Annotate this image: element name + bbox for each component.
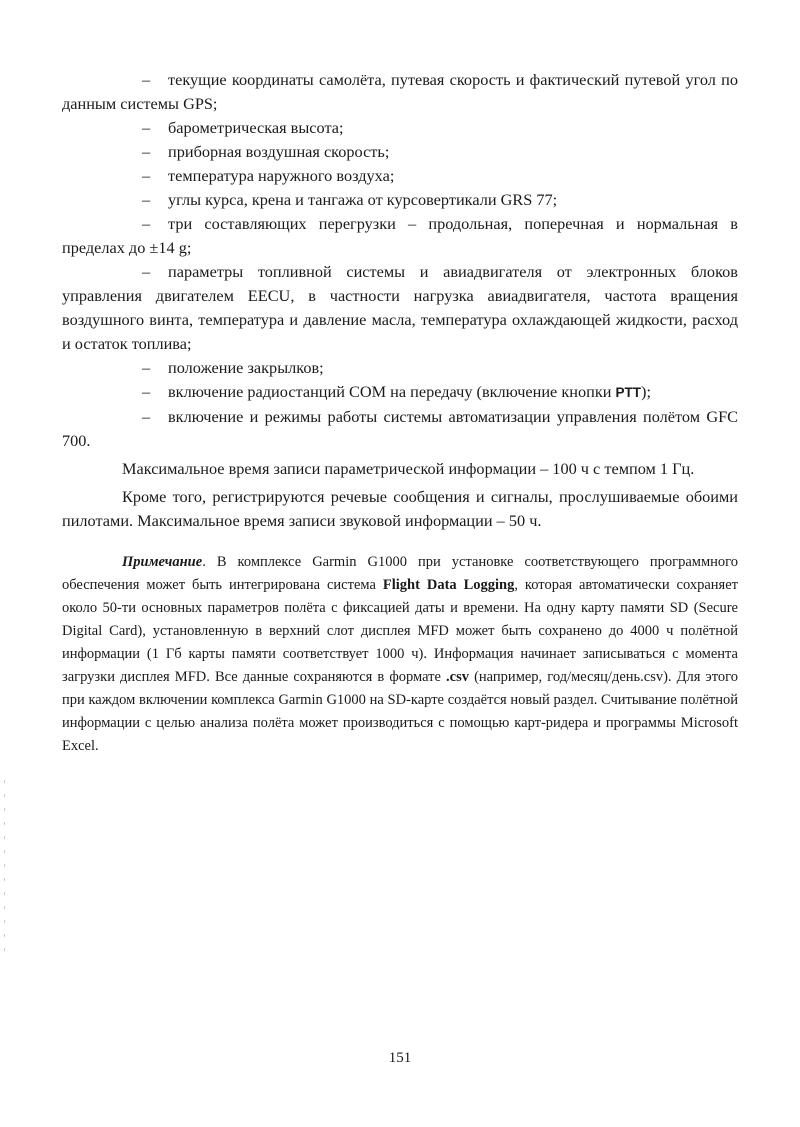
list-item-text: приборная воздушная скорость; — [168, 142, 390, 161]
note-block — [62, 551, 738, 758]
list-dash: – — [142, 262, 151, 281]
list-item-text: положение закрылков; — [168, 358, 324, 377]
page-number: 151 — [388, 1050, 412, 1066]
list-dash: – — [142, 382, 151, 401]
list-item-text: температура наружного воздуха; — [168, 166, 395, 185]
list-dash: – — [142, 358, 151, 377]
note-label: Примечание — [122, 554, 203, 570]
list-item-text: три составляющих перегрузки – продольная, поперечная и нормальная в пределах до ±14 g; — [62, 214, 738, 257]
list-item — [62, 140, 738, 164]
list-dash: – — [142, 118, 151, 137]
csv-format-label: .csv — [446, 669, 469, 685]
list-dash: – — [142, 70, 151, 89]
scan-edge-marks — [4, 780, 6, 980]
list-item-ptt — [62, 380, 738, 405]
note-text-2: , которая автоматически сохраняет около 50-ти основных параметров полёта с фиксацией даты и времени. На одну карту памяти SD (Secure Digital Card), установленную в верхний слот дисплея MFD может быть сохранено до 4000 ч полётной информации (1 Гб карты памяти соответствует 1000 ч). Информация начинает записываться с момента загрузки дисплея MFD. Все данные сохраняются в формате — [62, 577, 739, 685]
list-item-text: включение и режимы работы системы автоматизации управления полётом GFC 700. — [62, 407, 738, 450]
ptt-button-label: PTT — [615, 385, 642, 400]
list-item-text: углы курса, крена и тангажа от курсовертикали GRS 77; — [168, 190, 558, 209]
note-label-suffix: . — [202, 554, 206, 570]
list-item — [62, 356, 738, 380]
note-text-3: (например, год/месяц/день.csv). Для этого при каждом включении комплекса Garmin G1000 на SD-карте создаётся новый раздел. Считывание полётной информации с целью анализа полёта может производиться с помощью карт-ридера и программы Microsoft Excel. — [62, 669, 738, 754]
list-item-text: включение радиостанций COM на передачу (включение кнопки — [168, 382, 616, 401]
list-item — [62, 260, 738, 356]
list-item-text: барометрическая высота; — [168, 118, 344, 137]
paragraph-voice-recording: Кроме того, регистрируются речевые сообщения и сигналы, прослушиваемые обоими пилотами. Максимальное время записи звуковой информации – 50 ч. — [62, 487, 738, 530]
page-content — [62, 68, 738, 758]
parameter-list — [62, 68, 738, 533]
list-item — [62, 116, 738, 140]
flight-data-logging-name: Flight Data Logging — [382, 577, 515, 593]
list-item — [62, 68, 738, 116]
list-dash: – — [142, 214, 151, 233]
list-dash: – — [142, 166, 151, 185]
list-item-text: параметры топливной системы и авиадвигателя от электронных блоков управления двигателем EECU, в частности нагрузка авиадвигателя, частота вращения воздушного винта, температура и давление масла, температура охлаждающей жидкости, расход и остаток топлива; — [62, 262, 738, 353]
note-text-1: В комплексе Garmin G1000 при установке соответствующего программного обеспечения может быть интегрирована система — [62, 554, 738, 593]
list-item — [62, 212, 738, 260]
list-item-text: текущие координаты самолёта, путевая скорость и фактический путевой угол по данным системы GPS; — [62, 70, 738, 113]
list-dash: – — [142, 142, 151, 161]
note-paragraph — [62, 551, 738, 758]
list-item-gfc — [62, 405, 738, 453]
list-dash: – — [142, 407, 151, 426]
list-item — [62, 188, 738, 212]
list-dash: – — [142, 190, 151, 209]
paragraph-max-time: Максимальное время записи параметрической информации – 100 ч с темпом 1 Гц. — [122, 459, 695, 478]
list-item-text-end: ); — [641, 382, 651, 401]
list-item — [62, 164, 738, 188]
